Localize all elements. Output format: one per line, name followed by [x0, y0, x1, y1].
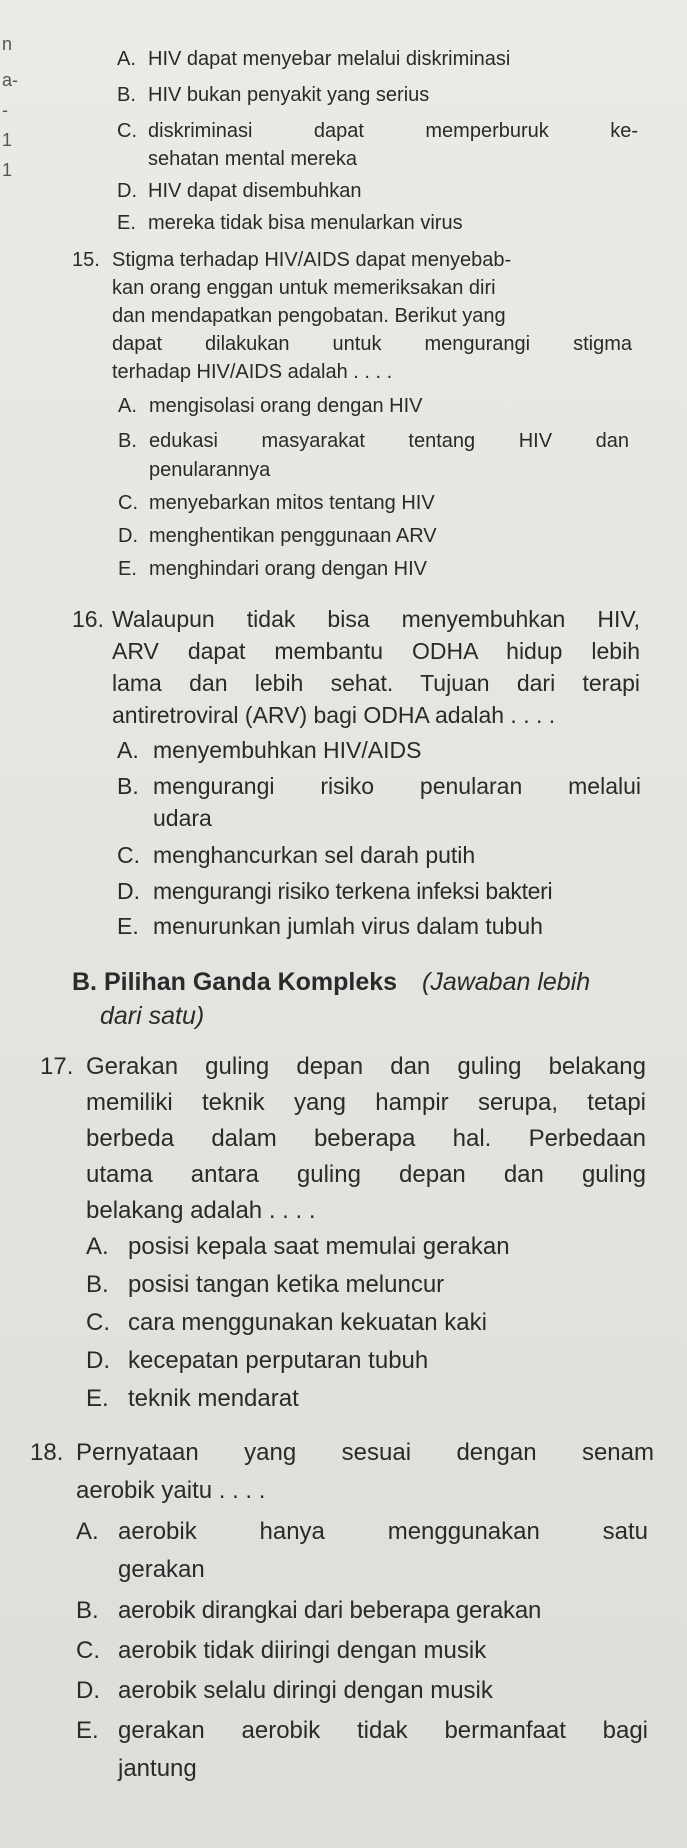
section-instruction: (Jawaban lebih — [422, 968, 591, 996]
question-number: 16. — [72, 606, 104, 632]
question-stem-line: lama dan lebih sehat. Tujuan dari terapi — [112, 670, 640, 696]
question-stem-line: dapat dilakukan untuk mengurangi stigma — [112, 333, 632, 355]
worksheet-page: n a- - 1 1 A. HIV dapat menyebar melalui diskriminasi B. HIV bukan penyakit yang serius C. diskriminasi dapat memperburuk ke- sehatan mental mereka D. HIV dapat disembuhkan E. mereka tidak bisa menularkan virus 15. Stigma terhadap HIV/AIDS dapat menyebab- kan orang enggan untuk memeriksakan diri dan mendapatkan pengobatan. Berikut yang dapat dilakukan untuk mengurangi stigma terhadap HIV/AIDS adalah . . . . A. mengisolasi orang dengan HIV B. edukasi masyarakat tentang HIV dan penularannya C. menyebarkan mitos tentang HIV D. menghentikan penggunaan ARV E. menghindari orang dengan HIV 16. Walaupun tidak bisa menyembuhkan HIV, ARV dapat membantu ODHA hidup lebih lama dan lebih sehat. Tujuan dari terapi antiretroviral (ARV) bagi ODHA adalah . . . . A. menyembuhkan HIV/AIDS B. mengurangi risiko penularan melalui udara C. menghancurkan sel darah putih D. mengurangi risiko terkena infeksi bakteri E. menurunkan jumlah virus dalam tubuh B. Pilihan Ganda Kompleks (Jawaban lebih dari satu) 17. Gerakan guling depan dan guling belakang memiliki teknik yang hampir serupa, tetapi berbeda dalam beberapa hal. Perbedaan utama antara guling depan dan guling belakang adalah . . . . A. posisi kepala saat memulai gerakan B. posisi tangan ketika meluncur C. cara menggunakan kekuatan kaki D. kecepatan perputaran tubuh E. teknik mendarat 18. Pernyataan yang sesuai dengan senam aerobik yaitu . . . . A. aerobik hanya menggunakan satu gerakan B. aerobik dirangkai dari beberapa gerakan C. aerobik tidak diiringi dengan musik D. aerobik selalu diringi dengan musik E. gerakan aerobik tidak bermanfaat bagi jantung — [0, 0, 687, 1848]
question-number: 18. — [30, 1439, 64, 1466]
question-stem-line: Walaupun tidak bisa menyembuhkan HIV, — [112, 606, 640, 632]
option-b-line-2: udara — [153, 805, 212, 831]
question-stem-line: memiliki teknik yang hampir serupa, tetapi — [86, 1089, 646, 1116]
question-stem-line: belakang adalah . . . . — [86, 1197, 316, 1224]
margin-mark: 1 — [2, 130, 13, 150]
question-stem-line: ARV dapat membantu ODHA hidup lebih — [112, 638, 640, 664]
question-stem-line: aerobik yaitu . . . . — [76, 1477, 266, 1504]
question-stem-line: Pernyataan yang sesuai dengan senam — [76, 1439, 654, 1466]
margin-mark: n — [2, 34, 13, 54]
margin-mark: a- — [2, 70, 19, 90]
question-number: 17. — [40, 1053, 74, 1080]
question-stem-line: kan orang enggan untuk memeriksakan diri — [112, 277, 496, 299]
section-heading: B. Pilihan Ganda Kompleks — [72, 968, 398, 996]
section-instruction-line-2: dari satu) — [100, 1002, 205, 1030]
question-stem-line: dan mendapatkan pengobatan. Berikut yang — [112, 305, 506, 327]
option-b-line-2: penularannya — [149, 459, 271, 481]
question-stem-line: Stigma terhadap HIV/AIDS dapat menyebab- — [112, 249, 512, 271]
question-stem-line: Gerakan guling depan dan guling belakang — [86, 1053, 646, 1080]
question-stem-line: terhadap HIV/AIDS adalah . . . . — [112, 361, 393, 383]
option-e-line-2: jantung — [118, 1755, 197, 1782]
question-stem-line: berbeda dalam beberapa hal. Perbedaan — [86, 1125, 646, 1152]
margin-mark: - — [2, 100, 8, 120]
question-stem-line: utama antara guling depan dan guling — [86, 1161, 646, 1188]
question-stem-line: antiretroviral (ARV) bagi ODHA adalah . . . . — [112, 702, 556, 728]
margin-mark: 1 — [2, 160, 13, 180]
option-a-line-2: gerakan — [118, 1556, 205, 1583]
